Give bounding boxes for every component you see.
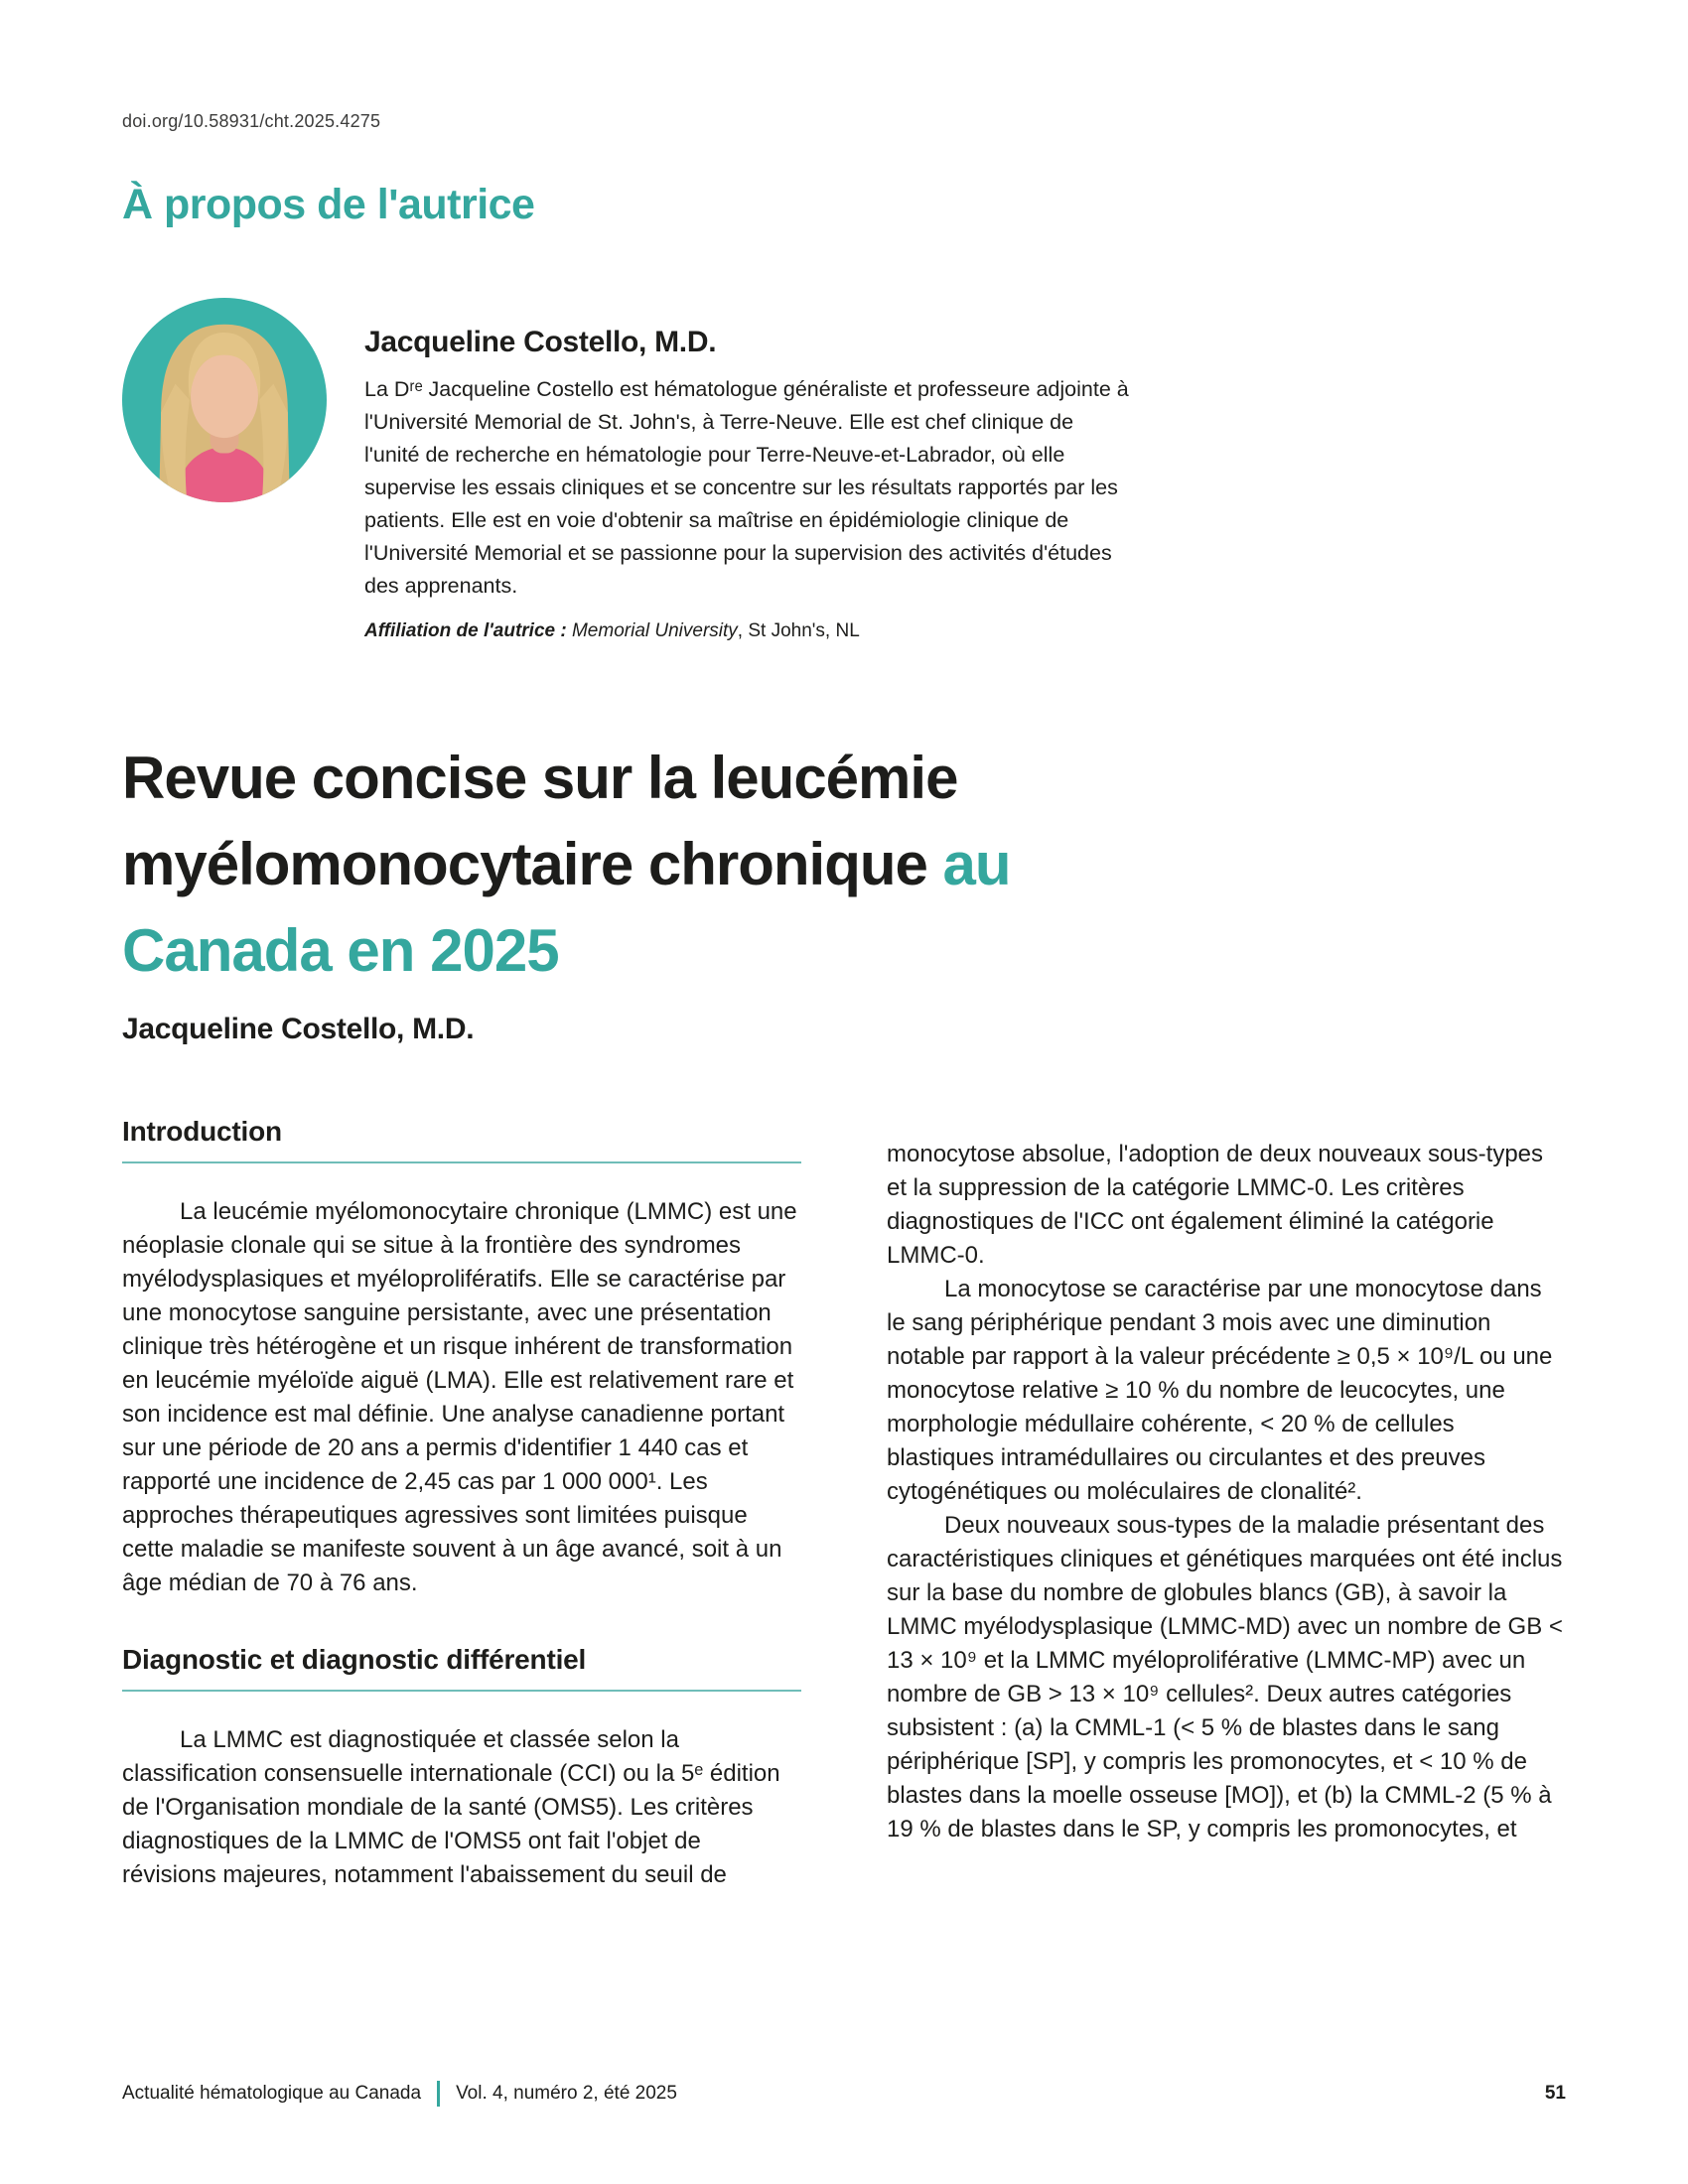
paragraph-monocytose: La monocytose se caractérise par une monocytose dans le sang périphérique pendant 3 mois avec une diminution notable par rapport à la valeur précédente ≥ 0,5 × 10⁹/L ou une monocytose relative ≥ 10 % du nombre de leucocytes, une morphologie médullaire cohérente, < 20 % de cellules blastiques intramédullaires ou circulantes et des preuves cytogénétiques ou moléculaires de clonalité². xyxy=(887,1276,1553,1505)
paragraph-continuation: monocytose absolue, l'adoption de deux nouveaux sous-types et la suppression de la catégorie LMMC-0. Les critères diagnostiques de l'ICC ont également éliminé la catégorie LMMC-0. xyxy=(887,1141,1544,1269)
paragraph-diagnostic: La LMMC est diagnostiquée et classée selon la classification consensuelle internationale (CCI) ou la 5ᵉ édition de l'Organisation mondiale de la santé (OMS5). Les critères diagnostiques de la LMMC de l'OMS5 ont fait l'objet de révisions majeures, notamment l'abaissement du seuil de xyxy=(122,1726,780,1888)
page-footer xyxy=(122,2081,1566,2107)
article-title-black: Revue concise sur la leucémie myélomonocytaire chronique xyxy=(122,745,958,897)
author-affiliation xyxy=(364,620,1134,642)
about-author-heading: À propos de l'autrice xyxy=(122,181,535,228)
article-body xyxy=(122,1116,1566,1892)
author-info xyxy=(364,298,1134,642)
author-bio: La Dʳᵉ Jacqueline Costello est hématologue généraliste et professeure adjointe à l'Université Memorial de St. John's, à Terre-Neuve. Elle est chef clinique de l'unité de recherche en hématologie pour Terre-Neuve-et-Labrador, où elle supervise les essais cliniques et se concentre sur les résultats rapportés par les patients. Elle est en voie d'obtenir sa maîtrise en épidémiologie clinique de l'Université Memorial et se passionne pour la supervision des activités d'études des apprenants. xyxy=(364,377,1129,598)
section-heading-introduction: Introduction xyxy=(122,1116,801,1163)
footer-journal-name: Actualité hématologique au Canada xyxy=(122,2083,422,2104)
doi-text: doi.org/10.58931/cht.2025.4275 xyxy=(122,111,381,131)
article-byline: Jacqueline Costello, M.D. xyxy=(122,1013,475,1045)
affiliation-label: Affiliation de l'autrice : xyxy=(364,620,567,641)
paragraph-sous-types: Deux nouveaux sous-types de la maladie présentant des caractéristiques cliniques et génétiques marquées ont été inclus sur la base du nombre de globules blancs (GB), à savoir la LMMC myélodysplasique (LMMC-MD) avec un nombre de GB < 13 × 10⁹ et la LMMC myéloproliférative (LMMC-MP) avec un nombre de GB > 13 × 10⁹ cellules². Deux autres catégories subsistent : (a) la CMML-1 (< 5 % de blastes dans le sang périphérique [SP], y compris les promonocytes, et < 10 % de blastes dans la moelle osseuse [MO]), et (b) la CMML-2 (5 % à 19 % de blastes dans le SP, y compris les promonocytes, et xyxy=(887,1512,1563,1843)
author-name: Jacqueline Costello, M.D. xyxy=(364,326,717,358)
footer-issue-info: Vol. 4, numéro 2, été 2025 xyxy=(456,2083,677,2104)
article-title-teal: au Canada en 2025 xyxy=(122,831,1011,984)
author-profile-section xyxy=(122,298,1403,642)
footer-separator xyxy=(437,2081,440,2107)
affiliation-institution: Memorial University xyxy=(571,620,738,641)
affiliation-location: , St John's, NL xyxy=(737,620,860,641)
section-heading-diagnostic: Diagnostic et diagnostic différentiel xyxy=(122,1644,801,1692)
paragraph-introduction: La leucémie myélomonocytaire chronique (LMMC) est une néoplasie clonale qui se situe à la frontière des syndromes myélodysplasiques et myéloprolifératifs. Elle se caractérise par une monocytose sanguine persistante, avec une présentation clinique très hétérogène et un risque inhérent de transformation en leucémie myéloïde aiguë (LMA). Elle est relativement rare et son incidence est mal définie. Une analyse canadienne portant sur une période de 20 ans a permis d'identifier 1 440 cas et rapporté une incidence de 2,45 cas par 1 000 000¹. Les approches thérapeutiques agressives sont limitées puisque cette maladie se manifeste souvent à un âge avancé, soit à un âge médian de 70 à 76 ans. xyxy=(122,1198,797,1596)
left-column xyxy=(122,1116,801,1892)
footer-page-number: 51 xyxy=(1544,2083,1566,2104)
article-title xyxy=(122,735,1130,994)
author-photo xyxy=(122,298,327,502)
right-column xyxy=(887,1116,1566,1892)
